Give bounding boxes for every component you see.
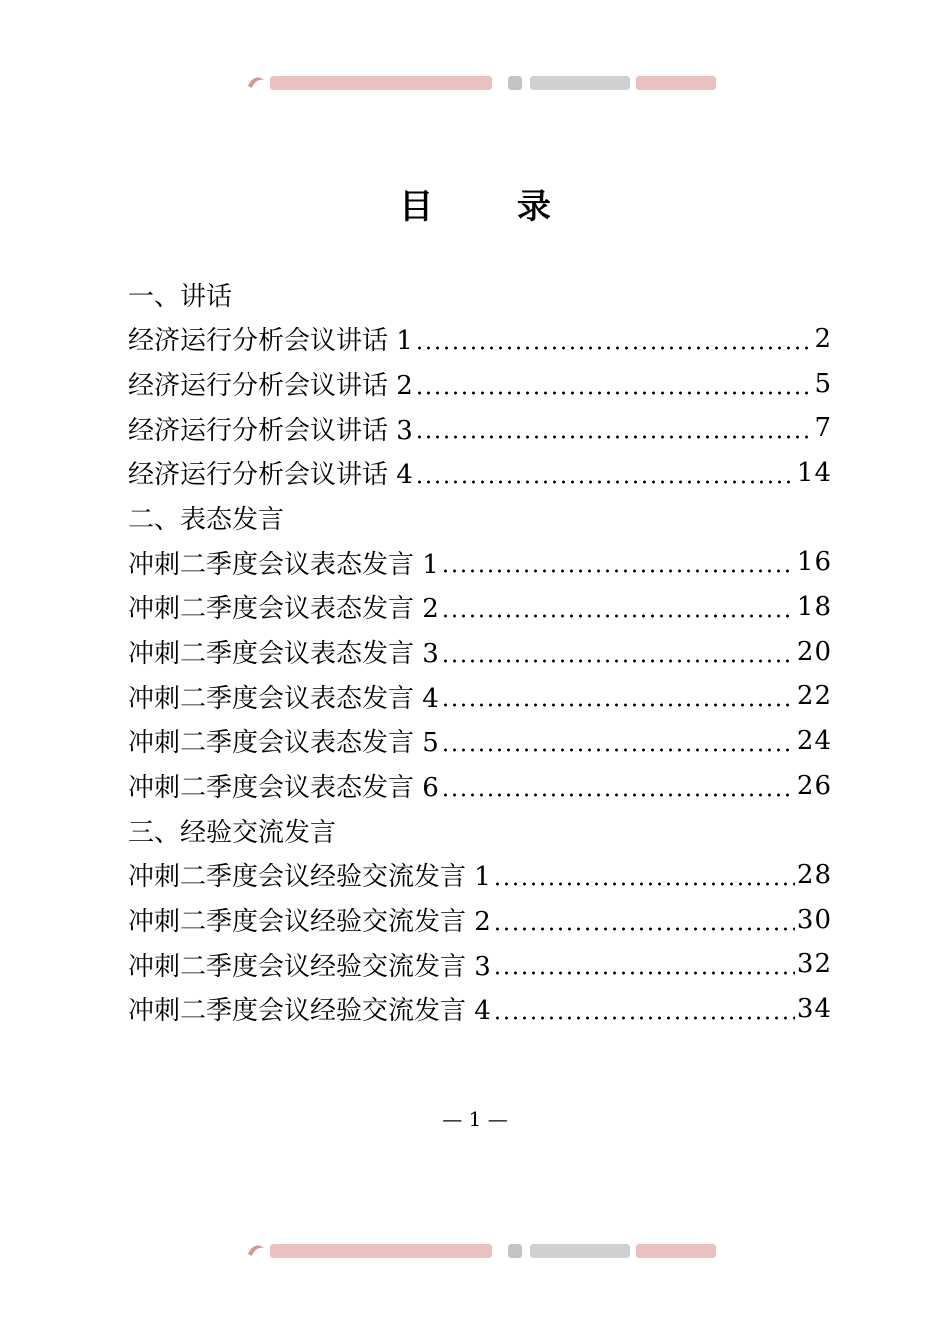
page-title: 目 录 [399,187,587,227]
toc-entry[interactable] [128,674,832,719]
toc-entry-label: 冲刺二季度会议表态发言 2 [128,594,439,625]
toc-entry-label: 经济运行分析会议讲话 4 [128,460,413,491]
watermark-logo-icon [246,74,266,90]
toc-entry-page-number: 32 [796,949,832,980]
toc-entry-label: 冲刺二季度会议表态发言 4 [128,683,439,714]
toc-entry[interactable] [128,317,832,362]
toc-dot-leader [415,371,813,397]
toc-entry-label: 冲刺二季度会议经验交流发言 4 [128,996,491,1027]
toc-entry-label: 经济运行分析会议讲话 1 [128,326,413,357]
toc-entry-label: 冲刺二季度会议表态发言 5 [128,728,439,759]
toc-entry-page-number: 16 [796,547,832,578]
toc-entry-page-number: 26 [796,770,832,801]
toc-entry[interactable] [128,406,832,451]
footer-watermark [0,1240,950,1260]
toc-entry-page-number: 28 [796,859,832,890]
toc-section-label: 一、讲话 [128,281,233,312]
toc-section-heading [128,808,832,853]
toc-section-label: 二、表态发言 [128,505,285,536]
toc-section-heading [128,272,832,317]
toc-entry[interactable] [128,451,832,496]
toc-entry-page-number: 24 [796,725,832,756]
toc-dot-leader [415,326,813,352]
toc-dot-leader [441,773,795,799]
toc-entry-label: 冲刺二季度会议经验交流发言 1 [128,862,491,893]
toc-entry-page-number: 14 [796,457,832,488]
page-number: — 1 — [442,1107,508,1131]
toc-dot-leader [441,594,795,620]
toc-dot-leader [415,460,795,486]
toc-dot-leader [493,951,795,977]
toc-dot-leader [441,639,795,665]
toc-entry-label: 冲刺二季度会议表态发言 1 [128,549,439,580]
toc-entry[interactable] [128,942,832,987]
toc-entry[interactable] [128,585,832,630]
toc-entry-page-number: 30 [796,904,832,935]
toc-dot-leader [493,907,795,933]
toc-entry-page-number: 5 [814,368,832,399]
toc-entry[interactable] [128,629,832,674]
toc-entry-label: 冲刺二季度会议表态发言 3 [128,639,439,670]
toc-entry-page-number: 22 [796,681,832,712]
table-of-contents [128,272,832,1031]
toc-dot-leader [441,728,795,754]
toc-entry[interactable] [128,987,832,1032]
toc-section-heading [128,495,832,540]
toc-dot-leader [441,549,795,575]
toc-entry-page-number: 20 [796,636,832,667]
toc-entry-label: 经济运行分析会议讲话 2 [128,371,413,402]
toc-section-label: 三、经验交流发言 [128,817,337,848]
toc-entry-page-number: 34 [796,993,832,1024]
toc-entry-page-number: 18 [796,591,832,622]
toc-entry-label: 冲刺二季度会议经验交流发言 3 [128,951,491,982]
header-watermark [0,72,950,92]
toc-entry-page-number: 2 [814,323,832,354]
toc-dot-leader [493,862,795,888]
toc-dot-leader [415,415,813,441]
toc-entry-label: 冲刺二季度会议表态发言 6 [128,773,439,804]
toc-entry[interactable] [128,853,832,898]
toc-entry[interactable] [128,719,832,764]
watermark-logo-icon [246,1242,266,1258]
toc-entry[interactable] [128,361,832,406]
toc-dot-leader [493,996,795,1022]
toc-entry[interactable] [128,763,832,808]
toc-entry-page-number: 7 [814,413,832,444]
toc-entry-label: 经济运行分析会议讲话 3 [128,415,413,446]
toc-entry[interactable] [128,897,832,942]
toc-entry-label: 冲刺二季度会议经验交流发言 2 [128,907,491,938]
toc-dot-leader [441,683,795,709]
toc-entry[interactable] [128,540,832,585]
